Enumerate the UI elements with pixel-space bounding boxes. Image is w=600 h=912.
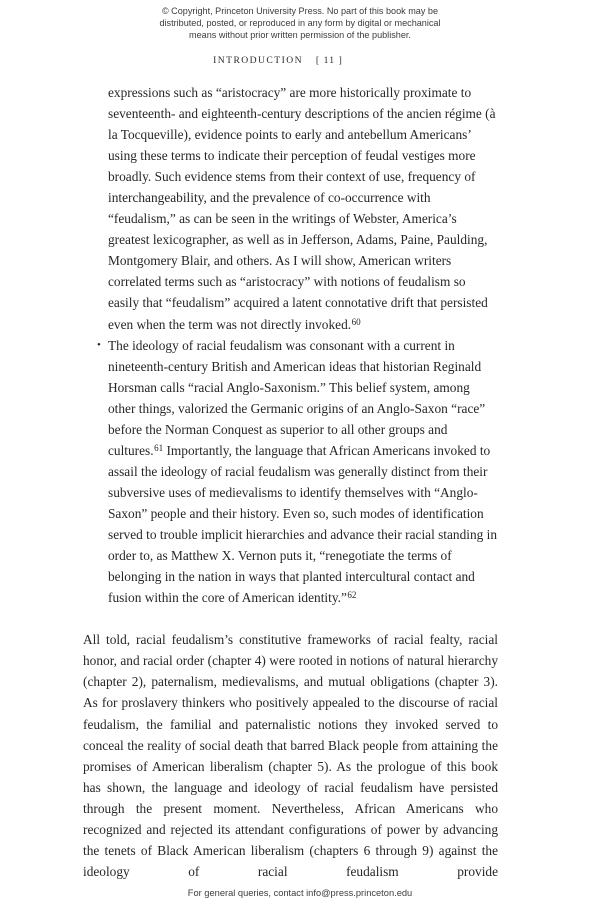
copyright-line-2: distributed, posted, or reproduced in any form by digital or mechanical: [159, 18, 441, 29]
running-head: [0, 55, 556, 66]
copyright-line-3: means without prior written permission of the publisher.: [189, 30, 411, 41]
footnote-marker-61: 61: [154, 442, 164, 453]
paragraph-continued-text: expressions such as “aristocracy” are more historically proximate to seventeenth- and eighteenth-century descriptions of the ancien régime (à la Tocqueville), evidence points to early and antebellum Americans’ using these terms to indicate their perception of feudal vestiges more broadly. Such evidence stems from their context of use, frequency of interchangeability, and the prevalence of co-occurrence with “feudalism,” as can be seen in the writings of Webster, America’s greatest lexicographer, as well as in Jefferson, Adams, Paine, Paulding, Montgomery Blair, and others. As I will show, American writers correlated terms such as “aristocracy” with notions of feudalism so easily that “feudalism” acquired a latent connotative drift that persisted even when the term was not directly invoked.: [108, 85, 496, 332]
copyright-line-1: © Copyright, Princeton University Press. No part of this book may be: [161, 6, 439, 16]
page-number: [ 11 ]: [315, 55, 343, 66]
running-head-title: INTRODUCTION: [213, 55, 303, 66]
paragraph-continued: [108, 82, 498, 335]
list-item-text-continued: Importantly, the language that African Americans invoked to assail the ideology of racial feudalism was generally distinct from their subversive uses of medievalisms to identify themselves with “Anglo-Saxon” people and their history. Even so, such modes of identification served to trouble implicit hierarchies and advance their racial standing in order to, as Matthew X. Vernon puts it, “renegotiate the terms of belonging in the nation in ways that planted intercultural contact and fusion within the core of American identity.”: [108, 442, 498, 606]
footnote-marker-62: 62: [347, 590, 357, 601]
bullet-list: [97, 335, 498, 609]
list-item: [97, 335, 498, 609]
footnote-marker-60: 60: [351, 316, 361, 327]
list-item-text: The ideology of racial feudalism was consonant with a current in nineteenth-century British and American ideas that historian Reginald Horsman calls “racial Anglo-Saxonism.” This belief system, among other things, valorized the Germanic origins of an Anglo-Saxon “race” before the Norman Conquest as superior to all other groups and cultures.: [108, 337, 486, 458]
bullet-icon: •: [97, 338, 101, 351]
page-body: [83, 82, 498, 903]
page-footer: For general queries, contact info@press.princeton.edu: [187, 888, 413, 898]
paragraph-closing: All told, racial feudalism’s constitutive frameworks of racial fealty, racial honor, and racial order (chapter 4) were rooted in notions of natural hierarchy (chapter 2), paternalism, medievalisms, and mutual obligations (chapter 3). As for proslavery thinkers who positively appealed to the discourse of racial feudalism, the familial and paternalistic notions they invoked served to conceal the reality of social death that barred Black people from attaining the promises of American liberalism (chapter 5). As the prologue of this book has shown, the language and ideology of racial feudalism have persisted through the present moment. Nevertheless, African Americans who recognized and rejected its attendant configurations of power by advancing the tenets of Black American liberalism (chapters 6 through 9) against the ideology of racial feudalism provide: [83, 632, 498, 880]
copyright-notice: [110, 5, 490, 42]
